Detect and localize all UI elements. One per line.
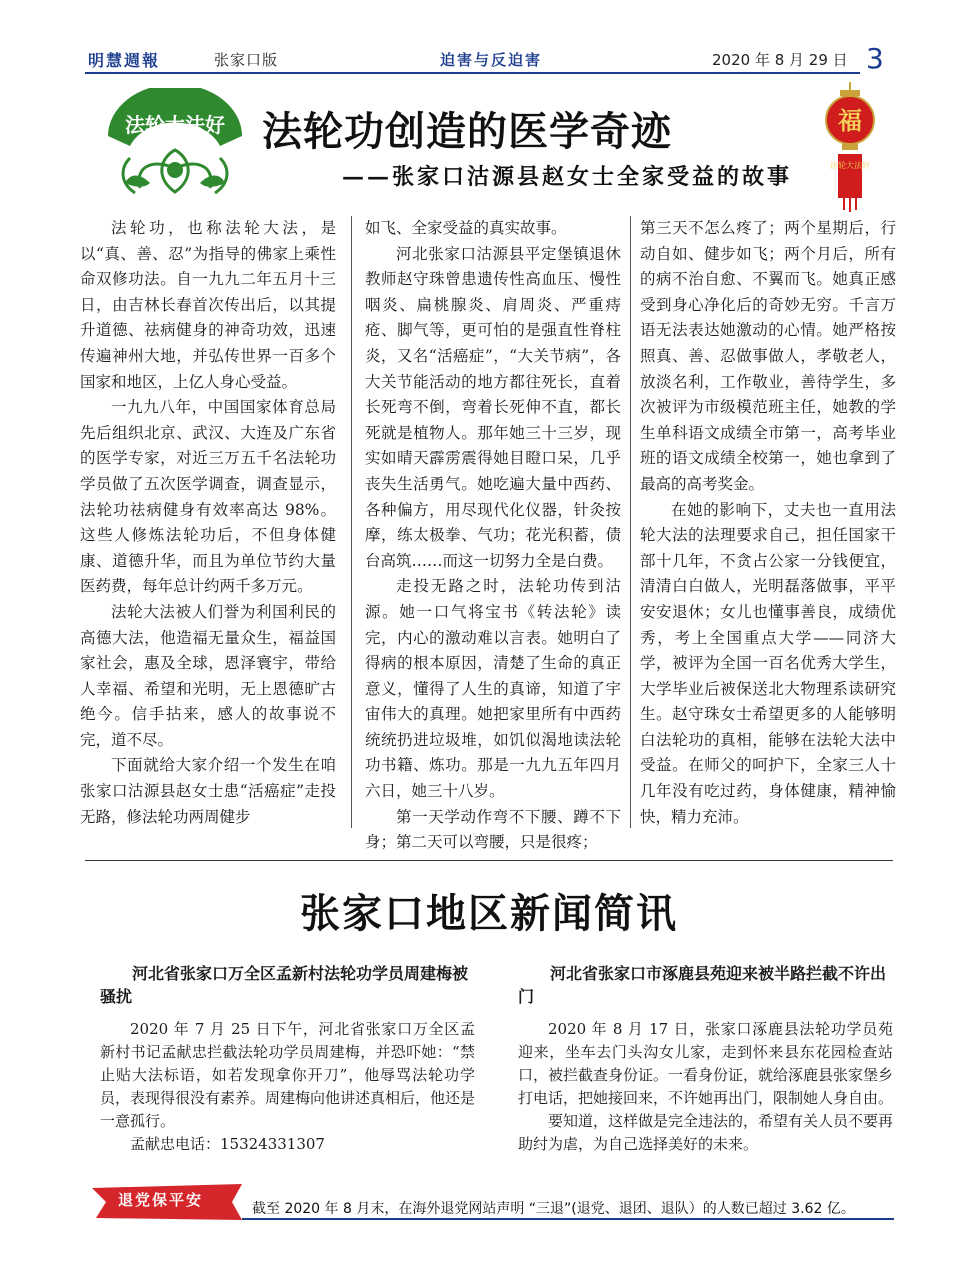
banner-label: 退党保平安 <box>118 1191 204 1209</box>
column-divider <box>351 216 352 828</box>
news-item-contact: 孟献忠电话：15324331307 <box>130 1135 325 1153</box>
article-paragraph: 法轮大法被人们誉为利国利民的高德大法，他造福无量众生，福益国家社会，惠及全球，恩泽寰宇，带给人幸福、希望和光明，无上恩德旷古绝今。信手拈来，感人的故事说不完，道不尽。 <box>80 602 336 749</box>
news-heading: 张家口地区新闻简讯 <box>300 891 678 937</box>
article-column-1 <box>80 216 336 830</box>
logo-text: 法轮大法好 <box>125 113 225 137</box>
news-item-title: 河北省张家口万全区孟新村法轮功学员周建梅被骚扰 <box>100 964 469 1006</box>
article-title: 法轮功创造的医学奇迹 <box>262 109 672 155</box>
edition-label: 张家口版 <box>214 51 279 69</box>
news-item-title: 河北省张家口市涿鹿县苑迎来被半路拦截不许出门 <box>518 964 887 1006</box>
news-item <box>518 962 893 1156</box>
page-number: 3 <box>866 42 884 75</box>
article-column-3 <box>640 216 896 830</box>
news-item-paragraph: 要知道，这样做是完全违法的，希望有关人员不要再助纣为虐，为自己选择美好的未来。 <box>518 1112 894 1153</box>
news-item <box>100 962 475 1156</box>
article-column-2 <box>365 216 621 856</box>
masthead: 明慧週報 <box>88 51 161 70</box>
article-paragraph: 如飞、全家受益的真实故事。 <box>365 219 567 237</box>
header-rule <box>85 72 860 74</box>
issue-date: 2020 年 8 月 29 日 <box>712 51 848 69</box>
article-paragraph: 法轮功，也称法轮大法，是以“真、善、忍”为指导的佛家上乘性命双修功法。自一九九二年五月十三日，由吉林长春首次传出后，以其提升道德、祛病健身的神奇功效，迅速传遍神州大地，并弘传世界一百多个国家和地区，上亿人身心受益。 <box>80 219 336 391</box>
footer-rule <box>242 1218 894 1220</box>
footer-statement: 截至 2020 年 8 月末，在海外退党网站声明 “三退”(退党、退团、退队）的人数已超过 3.62 亿。 <box>252 1201 855 1217</box>
lantern-small-text: 法轮大法好 <box>830 161 870 170</box>
lotus-logo-icon <box>100 88 250 198</box>
article-paragraph: 河北张家口沽源县平定堡镇退休教师赵守珠曾患遗传性高血压、慢性咽炎、扁桃腺炎、肩周炎、严重痔疮、脚气等，更可怕的是强直性脊柱炎，又名“活癌症”，“大关节病”，各大关节能活动的地方都往死长，直着长死弯不倒，弯着长死伸不直，都长死就是植物人。那年她三十三岁，现实如晴天霹雳震得她目瞪口呆，几乎丧失生活勇气。她吃遍大量中西药、各种偏方，用尽现代化仪器，针灸按摩，练太极拳、气功；花光积蓄，债台高筑……而这一切努力全是白费。 <box>365 244 621 570</box>
news-item-paragraph: 2020 年 7 月 25 日下午，河北省张家口万全区孟新村书记孟献忠拦截法轮功学员周建梅，并恐吓她：“禁止贴大法标语，如若发现拿你开刀”，他辱骂法轮功学员，表现得很没有素养。周建梅向他讲述真相后，他还是一意孤行。 <box>100 1020 476 1130</box>
article-paragraph: 在她的影响下，丈夫也一直用法轮大法的法理要求自己，担任国家干部十几年，不贪占公家一分钱便宜，清清白白做人，光明磊落做事，平平安安退休；女儿也懂事善良，成绩优秀，考上全国重点大学——同济大学，被评为全国一百名优秀大学生，大学毕业后被保送北大物理系读研究生。赵守珠女士希望更多的人能够明白法轮功的真相，能够在法轮大法中受益。在师父的呵护下，全家三人十几年没有吃过药，身体健康，精神愉快，精力充沛。 <box>640 500 896 826</box>
article-paragraph: 下面就给大家介绍一个发生在咱张家口沽源县赵女士患“活癌症”走投无路，修法轮功两周健步 <box>80 756 336 826</box>
lantern-char: 福 <box>838 106 862 135</box>
red-lantern-icon <box>820 82 880 212</box>
article-subtitle: ——张家口沽源县赵女士全家受益的故事 <box>342 164 793 190</box>
article-paragraph: 第三天不怎么疼了；两个星期后，行动自如、健步如飞；两个月后，所有的病不治自愈、不翼而飞。她真正感受到身心净化后的奇妙无穷。千言万语无法表达她激动的心情。她严格按照真、善、忍做事做人，孝敬老人，放淡名利，工作敬业，善待学生，多次被评为市级模范班主任，她教的学生单科语文成绩全市第一，高考毕业班的语文成绩全校第一，她也拿到了最高的高考奖金。 <box>640 219 896 493</box>
news-item-paragraph: 2020 年 8 月 17 日，张家口涿鹿县法轮功学员苑迎来，坐车去门头沟女儿家，走到怀来县东花园检查站口，被拦截查身份证。一看身份证，就给涿鹿县张家堡乡打电话，把她接回来，不许她再出门，限制她人身自由。 <box>518 1020 894 1107</box>
article-paragraph: 第一天学动作弯不下腰、蹲不下身；第二天可以弯腰，只是很疼； <box>365 807 621 852</box>
column-divider <box>630 216 631 828</box>
article-paragraph: 一九九八年，中国国家体育总局先后组织北京、武汉、大连及广东省的医学专家，对近三万五千名法轮功学员做了五次医学调查，调查显示，法轮功祛病健身有效率高达 98%。这些人修炼法轮功后，不但身体健康、道德升华，而且为单位节约大量医药费，每年总计约两千多万元。 <box>80 398 336 596</box>
section-title: 迫害与反迫害 <box>440 51 543 69</box>
section-rule <box>85 860 893 861</box>
article-paragraph: 走投无路之时，法轮功传到沽源。她一口气将宝书《转法轮》读完，内心的激动难以言表。她明白了得病的根本原因，清楚了生命的真正意义，懂得了人生的真谛，知道了宇宙伟大的真理。她把家里所有中西药统统扔进垃圾堆，如饥似渴地读法轮功书籍、炼功。那是一九九五年四月六日，她三十八岁。 <box>365 577 621 801</box>
